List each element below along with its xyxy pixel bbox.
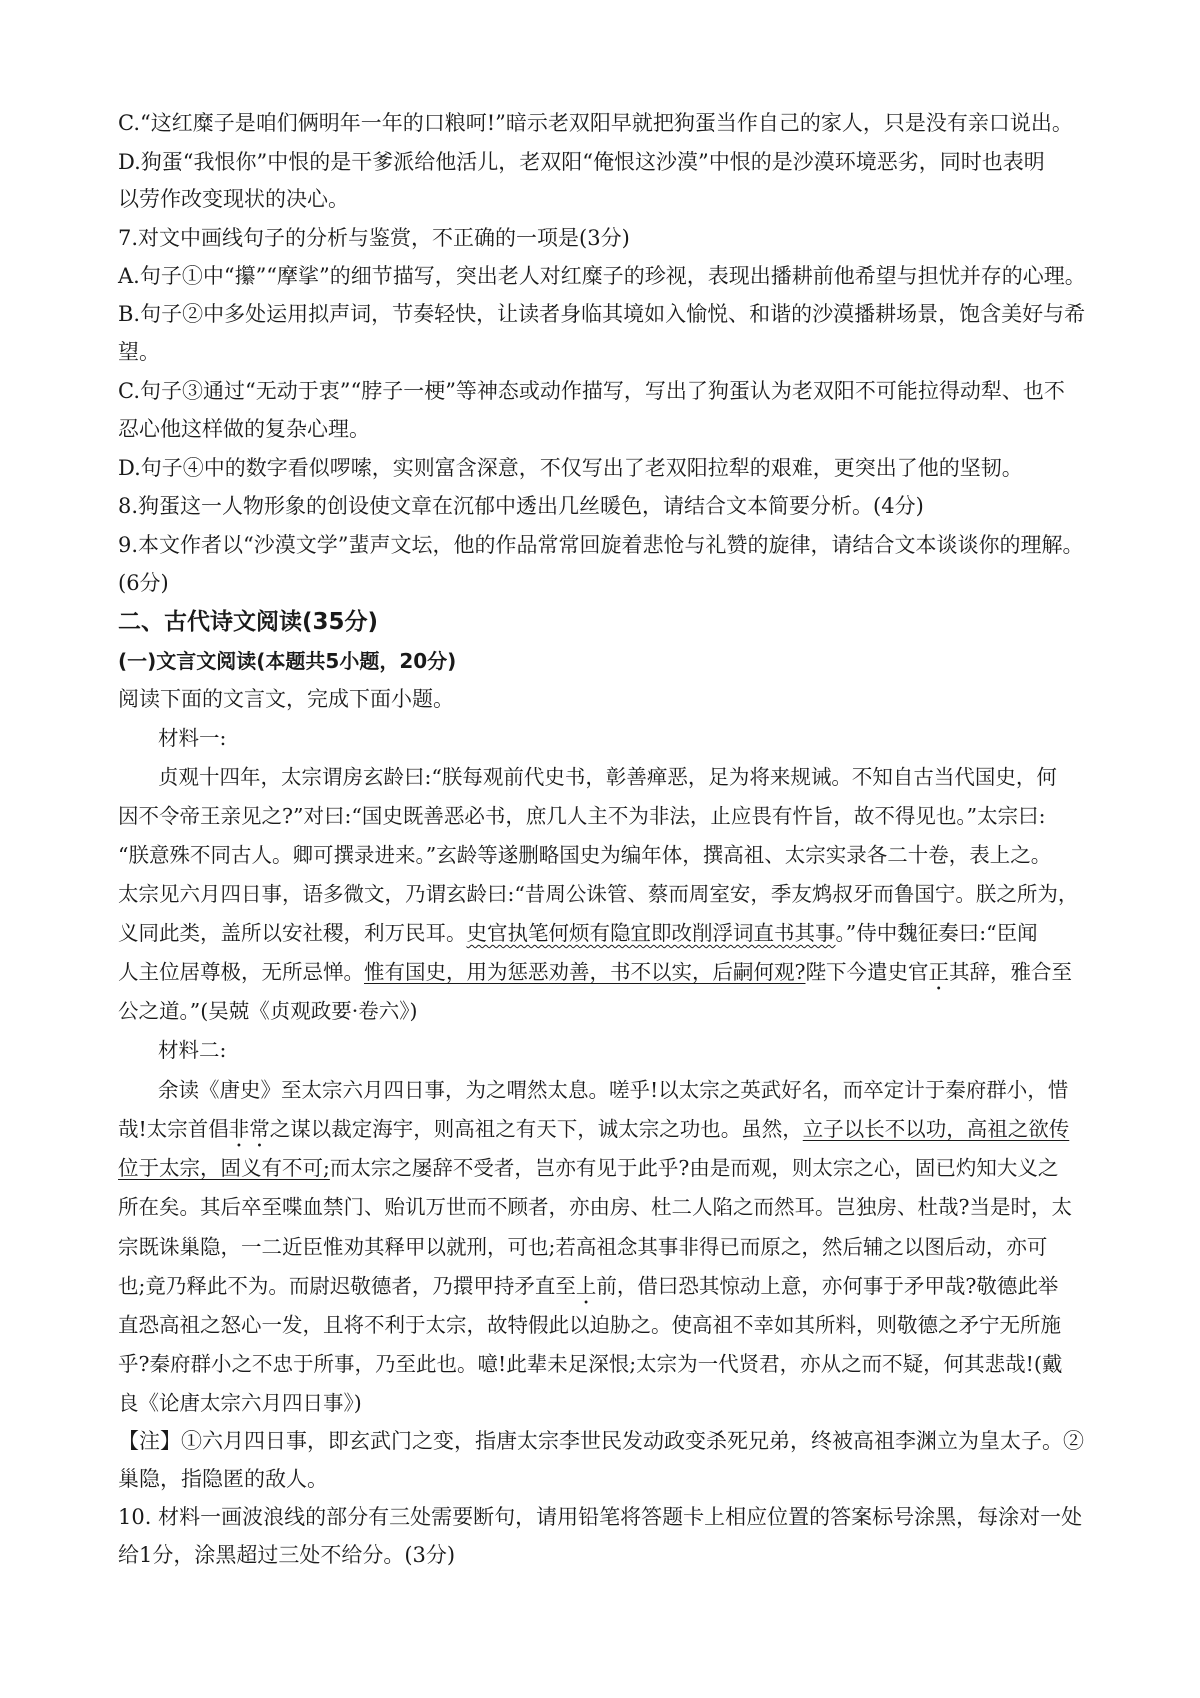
material2-line: 乎?秦府群小之不忠于所事，乃至此也。噫!此辈未足深恨;太宗为一代贤君，亦从之而不疑，何其悲哉!(戴 bbox=[118, 1352, 1063, 1376]
dotted-word: 正 bbox=[928, 960, 949, 984]
wavy-underlined-text: 史官执笔何烦有隐宜即改削浮词直书其事 bbox=[466, 921, 836, 945]
material2-line bbox=[118, 1153, 1103, 1183]
dotted-word: 上 bbox=[575, 1274, 597, 1298]
section-heading: 二、古代诗文阅读(35分) bbox=[118, 609, 379, 635]
q7-option-a: A.句子①中“攥”“摩挲”的细节描写，突出老人对红糜子的珍视，表现出播耕前他希望与担忧并存的心理。 bbox=[118, 264, 1086, 288]
text-span: 陛下今遣史官 bbox=[805, 960, 929, 984]
underlined-sentence: 位于太宗，固义有不可; bbox=[118, 1156, 330, 1180]
footnote-line1: 【注】①六月四日事，即玄武门之变，指唐太宗李世民发动政变杀死兄弟，终被高祖李渊立为皇太子。② bbox=[118, 1429, 1084, 1453]
q8: 8.狗蛋这一人物形象的创设使文章在沉郁中透出几丝暖色，请结合文本简要分析。(4分) bbox=[118, 494, 924, 518]
material1-line: 太宗见六月四日事，语多微文，乃谓玄龄曰:“昔周公诛管、蔡而周室安，季友鸩叔牙而鲁国宁。朕之所为， bbox=[118, 882, 1079, 906]
q6-option-c: C.“这红糜子是咱们俩明年一年的口粮呵!”暗示老双阳早就把狗蛋当作自己的家人，只是没有亲口说出。 bbox=[118, 111, 1073, 135]
material2-line: 所在矣。其后卒至喋血禁门、贻讥万世而不顾者，亦由房、杜二人陷之而然耳。岂独房、杜哉?当是时，太 bbox=[118, 1195, 1072, 1219]
q7-stem: 7.对文中画线句子的分析与鉴赏，不正确的一项是(3分) bbox=[118, 226, 630, 250]
q6-option-d-line1: D.狗蛋“我恨你”中恨的是干爹派给他活儿，老双阳“俺恨这沙漠”中恨的是沙漠环境恶劣，同时也表明 bbox=[118, 150, 1045, 174]
text-span: 义同此类，盖所以安社稷，利万民耳。 bbox=[118, 921, 467, 945]
material1-line bbox=[118, 918, 1103, 948]
dotted-word: 非常 bbox=[228, 1117, 270, 1141]
material1-line: 因不令帝王亲见之?”对曰:“国史既善恶必书，庶几人主不为非法，止应畏有忤旨，故不得见也。”太宗曰: bbox=[118, 804, 1046, 828]
material1-line bbox=[118, 957, 1103, 995]
q9-line1: 9.本文作者以“沙漠文学”蜚声文坛，他的作品常常回旋着悲怆与礼赞的旋律，请结合文本谈谈你的理解。 bbox=[118, 533, 1084, 557]
q6-option-d-line2: 以劳作改变现状的决心。 bbox=[118, 187, 349, 211]
text-span: 其辞，雅合至 bbox=[949, 960, 1072, 984]
text-span: 。”侍中魏征奏曰:“臣闻 bbox=[835, 921, 1038, 945]
material1-line: 公之道。”(吴兢《贞观政要·卷六》) bbox=[118, 999, 418, 1023]
material2-line: 余读《唐史》至太宗六月四日事，为之喟然太息。嗟乎!以太宗之英武好名，而卒定计于秦府群小，惜 bbox=[158, 1078, 1069, 1102]
underlined-sentence: 惟有国史，用为惩恶劝善，书不以实，后嗣何观? bbox=[364, 960, 806, 984]
q7-option-b-line2: 望。 bbox=[118, 340, 160, 364]
q7-option-d: D.句子④中的数字看似啰嗦，实则富含深意，不仅写出了老双阳拉犁的艰难，更突出了他的坚韧。 bbox=[118, 456, 1023, 480]
text-span: 而太宗之屡辞不受者，岂亦有见于此乎?由是而观，则太宗之心，固已灼知大义之 bbox=[329, 1156, 1059, 1180]
q7-option-c-line2: 忍心他这样做的复杂心理。 bbox=[118, 417, 370, 441]
material2-line bbox=[118, 1114, 1103, 1152]
text-span: 前，借曰恐其惊动上意，亦何事于矛甲哉?敬德此举 bbox=[596, 1274, 1059, 1298]
material1-line: “朕意殊不同古人。卿可撰录进来。”玄龄等遂删略国史为编年体，撰高祖、太宗实录各二十卷，表上之。 bbox=[118, 843, 1052, 867]
text-span: 人主位居尊极，无所忌惮。 bbox=[118, 960, 364, 984]
reading-instruction: 阅读下面的文言文，完成下面小题。 bbox=[118, 687, 454, 711]
underlined-sentence: 立子以长不以功，高祖之欲传 bbox=[802, 1117, 1070, 1141]
material2-line bbox=[118, 1271, 1103, 1309]
material1-line: 贞观十四年，太宗谓房玄龄曰:“朕每观前代史书，彰善瘅恶，足为将来规诫。不知自古当代国史，何 bbox=[158, 765, 1057, 789]
footnote-line2: 巢隐，指隐匿的敌人。 bbox=[118, 1467, 328, 1491]
material2-label: 材料二: bbox=[158, 1038, 227, 1062]
q7-option-c-line1: C.句子③通过“无动于衷”“脖子一梗”等神态或动作描写，写出了狗蛋认为老双阳不可能拉得动犁、也不 bbox=[118, 379, 1065, 403]
text-span: 之谋以裁定海宇，则高祖之有天下，诚太宗之功也。虽然， bbox=[269, 1117, 803, 1141]
q10-line2: 给1分，涂黑超过三处不给分。(3分) bbox=[118, 1543, 456, 1567]
text-span: 也;竟乃释此不为。而尉迟敬德者，乃擐甲持矛直至 bbox=[118, 1274, 576, 1298]
text-span: 哉!太宗首倡 bbox=[118, 1117, 229, 1141]
material2-line: 良《论唐太宗六月四日事》) bbox=[118, 1391, 362, 1415]
q7-option-b-line1: B.句子②中多处运用拟声词，节奏轻快，让读者身临其境如入愉悦、和谐的沙漠播耕场景，饱含美好与希 bbox=[118, 302, 1086, 326]
material2-line: 直恐高祖之怒心一发，且将不利于太宗，故特假此以迫胁之。使高祖不幸如其所料，则敬德之矛宁无所施 bbox=[118, 1313, 1061, 1337]
q10-line1: 10. 材料一画波浪线的部分有三处需要断句，请用铅笔将答题卡上相应位置的答案标号涂黑，每涂对一处 bbox=[118, 1505, 1083, 1529]
material2-line: 宗既诛巢隐，一二近臣惟劝其释甲以就刑，可也;若高祖念其事非得已而原之，然后辅之以图后动，亦可 bbox=[118, 1235, 1048, 1259]
material1-label: 材料一: bbox=[158, 726, 227, 750]
q9-line2: (6分) bbox=[118, 571, 169, 595]
subsection-heading: (一)文言文阅读(本题共5小题，20分) bbox=[118, 649, 457, 673]
